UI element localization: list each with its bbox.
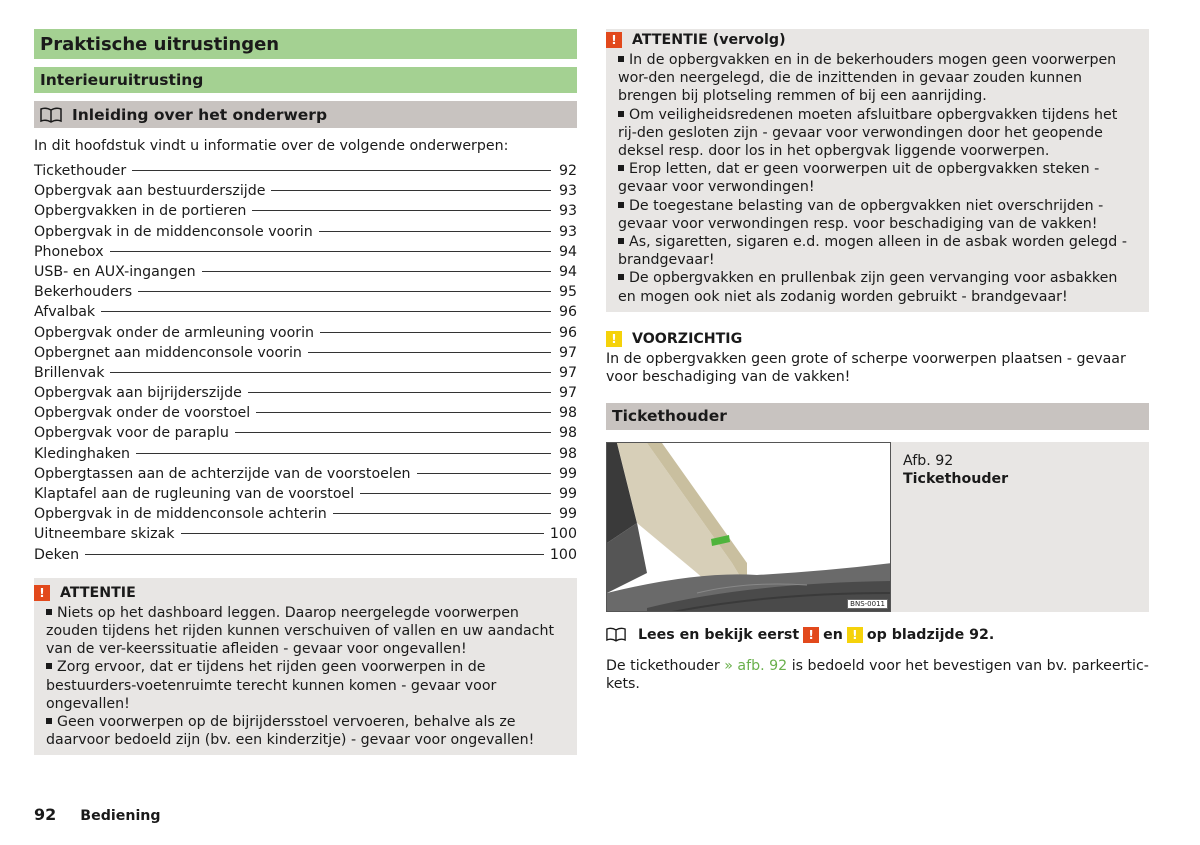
toc-entry[interactable] bbox=[34, 304, 577, 324]
toc-leader-line bbox=[181, 533, 544, 534]
read-first-suffix: op bladzijde 92. bbox=[866, 626, 995, 643]
footer-section: Bediening bbox=[80, 808, 161, 824]
toc-leader-line bbox=[136, 453, 551, 454]
toc-leader-line bbox=[132, 170, 551, 171]
warning-item-text: Erop letten, dat er geen voorwerpen uit de opbergvakken steken - gevaar voor verwondingen! bbox=[618, 161, 1100, 196]
toc-entry[interactable] bbox=[34, 466, 577, 486]
toc-entry-page: 93 bbox=[558, 223, 577, 240]
warning-item-text: Zorg ervoor, dat er tijdens het rijden geen voorwerpen in de bestuurders-voetenruimte terecht kunnen komen - gevaar voor ongevallen! bbox=[46, 659, 497, 712]
toc-entry-label: Tickethouder bbox=[34, 163, 127, 179]
warning-item bbox=[46, 604, 565, 659]
warning-body bbox=[34, 604, 565, 750]
figure-caption bbox=[891, 442, 1008, 612]
toc-entry-page: 97 bbox=[558, 364, 577, 381]
left-column bbox=[34, 29, 577, 755]
toc-leader-line bbox=[110, 251, 551, 252]
toc-entry-label: Uitneembare skizak bbox=[34, 526, 175, 543]
toc-entry-page: 99 bbox=[558, 465, 577, 482]
warning-item-text: De opbergvakken en prullenbak zijn geen vervanging voor asbakken en mogen ook niet als zodanig worden gebruikt - brandgevaar! bbox=[618, 270, 1118, 305]
toc-entry-page: 97 bbox=[558, 385, 577, 402]
warning-continued-body bbox=[606, 51, 1137, 306]
warning-item bbox=[618, 160, 1137, 196]
toc-entry-label: Bekerhouders bbox=[34, 284, 133, 301]
bullet-icon bbox=[618, 202, 624, 208]
caution-title: VOORZICHTIG bbox=[632, 330, 743, 347]
toc-entry[interactable] bbox=[34, 446, 577, 466]
figure-title: Tickethouder bbox=[903, 470, 1009, 487]
bullet-icon bbox=[618, 111, 624, 117]
toc-leader-line bbox=[202, 271, 551, 272]
warning-item-text: Geen voorwerpen op de bijrijdersstoel vervoeren, behalve als ze daarvoor bedoeld zijn (bv. een kinderzitje) - gevaar voor ongevallen! bbox=[46, 713, 535, 749]
toc-entry[interactable] bbox=[34, 486, 577, 506]
toc-leader-line bbox=[271, 190, 551, 191]
toc-leader-line bbox=[235, 432, 551, 433]
toc-leader-line bbox=[319, 231, 551, 232]
warning-header bbox=[34, 584, 565, 602]
bullet-icon bbox=[46, 663, 52, 669]
read-first-prefix: Lees en bekijk eerst bbox=[638, 626, 800, 643]
toc-entry[interactable] bbox=[34, 365, 577, 385]
toc-entry-label: Klaptafel aan de rugleuning van de voorstoel bbox=[34, 486, 355, 502]
warning-item bbox=[618, 197, 1137, 233]
read-first-mid: en bbox=[823, 626, 843, 643]
intro-text: In dit hoofdstuk vindt u informatie over de volgende onderwerpen: bbox=[34, 138, 509, 154]
toc-entry-label: Opbergnet aan middenconsole voorin bbox=[34, 344, 302, 361]
warning-title: ATTENTIE bbox=[60, 584, 136, 601]
paragraph-before: De tickethouder bbox=[606, 657, 725, 674]
ticket-holder-illustration bbox=[607, 443, 891, 612]
caution-text: In de opbergvakken geen grote of scherpe voorwerpen plaatsen - gevaar voor beschadiging van de vakken! bbox=[606, 350, 1126, 386]
page-number: 92 bbox=[34, 805, 57, 824]
toc-entry-label: Opbergtassen aan de achterzijde van de voorstoelen bbox=[34, 465, 411, 482]
toc-entry-page: 94 bbox=[558, 243, 577, 260]
book-icon bbox=[606, 627, 626, 642]
toc-entry-page: 97 bbox=[558, 344, 577, 361]
toc-leader-line bbox=[110, 372, 551, 373]
warning-item-text: Om veiligheidsredenen moeten afsluitbare opbergvakken tijdens het rij-den gesloten zijn - gevaar voor verwondingen door het geopende deksel resp. door los in het opbergvak liggende voorwerpen. bbox=[618, 106, 1118, 160]
warning-item-text: De toegestane belasting van de opbergvakken niet overschrijden - gevaar voor verwondingen resp. voor beschadiging van de vakken! bbox=[618, 197, 1104, 232]
toc-entry-page: 95 bbox=[558, 284, 577, 301]
toc-entry-page: 98 bbox=[558, 425, 577, 442]
toc-leader-line bbox=[308, 352, 551, 353]
warning-item bbox=[46, 658, 565, 713]
toc-entry[interactable] bbox=[34, 183, 577, 203]
toc-entry-page: 98 bbox=[558, 445, 577, 462]
read-first-line bbox=[606, 626, 1149, 644]
toc-entry[interactable] bbox=[34, 526, 577, 546]
warning-item bbox=[618, 233, 1137, 269]
toc-entry-label: Brillenvak bbox=[34, 364, 105, 381]
toc-entry-label: Opbergvak aan bestuurderszijde bbox=[34, 183, 266, 200]
bullet-icon bbox=[618, 165, 624, 171]
warning-icon: ! bbox=[606, 32, 622, 48]
toc-entry[interactable] bbox=[34, 244, 577, 264]
toc-entry-page: 100 bbox=[549, 546, 577, 563]
toc-entry-label: Opbergvakken in de portieren bbox=[34, 203, 247, 220]
toc-entry-page: 92 bbox=[558, 163, 577, 179]
toc-entry-page: 98 bbox=[558, 405, 577, 422]
toc-entry-label: Opbergvak onder de armleuning voorin bbox=[34, 324, 315, 341]
caution-icon: ! bbox=[847, 627, 863, 643]
figure-link[interactable]: » afb. 92 bbox=[724, 657, 788, 674]
toc-entry-page: 94 bbox=[558, 263, 577, 280]
warning-item bbox=[618, 106, 1137, 161]
toc-leader-line bbox=[417, 473, 551, 474]
toc-entry-page: 99 bbox=[558, 486, 577, 502]
toc-entry-label: Deken bbox=[34, 546, 80, 563]
toc-entry[interactable] bbox=[34, 345, 577, 365]
topic-title: Inleiding over het onderwerp bbox=[72, 105, 328, 124]
toc-entry-label: Kledinghaken bbox=[34, 445, 131, 462]
figure-box bbox=[606, 442, 1149, 612]
toc-entry[interactable] bbox=[34, 264, 577, 284]
toc-entry[interactable] bbox=[34, 547, 577, 567]
figure-number: Afb. 92 bbox=[903, 452, 954, 469]
warning-item bbox=[618, 51, 1137, 106]
warning-item-text: In de opbergvakken en in de bekerhouders mogen geen voorwerpen wor-den neergelegd, die de inzittenden in gevaar zouden kunnen brengen bij plotseling remmen of bij een aanrijding. bbox=[618, 52, 1117, 105]
topic-header bbox=[34, 101, 577, 128]
toc-leader-line bbox=[138, 291, 551, 292]
toc-leader-line bbox=[248, 392, 551, 393]
bullet-icon bbox=[46, 609, 52, 615]
right-column bbox=[606, 29, 1149, 693]
toc-entry[interactable] bbox=[34, 163, 577, 183]
warning-continued-title: ATTENTIE (vervolg) bbox=[632, 32, 786, 48]
toc-entry[interactable] bbox=[34, 203, 577, 223]
warning-item-text: Niets op het dashboard leggen. Daarop neergelegde voorwerpen zouden tijdens het rijden kunnen verschuiven of vallen en uw aandacht van de ver-keerssituatie afleiden - gevaar voor ongevallen! bbox=[46, 604, 555, 658]
toc-entry-label: Opbergvak in de middenconsole achterin bbox=[34, 506, 327, 523]
section-title-tickethouder: Tickethouder bbox=[606, 403, 1149, 430]
toc-entry-label: USB- en AUX-ingangen bbox=[34, 263, 196, 280]
caution-header bbox=[606, 330, 1149, 348]
toc-entry[interactable] bbox=[34, 425, 577, 445]
warning-item bbox=[618, 269, 1137, 305]
paragraph-after: is bedoeld voor het bevestigen van bv. parkeertic-kets. bbox=[606, 657, 1149, 693]
toc-entry-label: Opbergvak voor de paraplu bbox=[34, 425, 229, 442]
toc-entry-page: 96 bbox=[558, 324, 577, 341]
warning-continued-box bbox=[606, 29, 1149, 312]
bullet-icon bbox=[618, 56, 624, 62]
caution-block bbox=[606, 330, 1149, 387]
toc-entry[interactable] bbox=[34, 506, 577, 526]
toc-leader-line bbox=[360, 493, 551, 494]
toc-leader-line bbox=[252, 210, 551, 211]
toc-entry-page: 99 bbox=[558, 506, 577, 523]
toc-entry-page: 93 bbox=[558, 203, 577, 220]
bullet-icon bbox=[618, 238, 624, 244]
warning-continued-header bbox=[606, 31, 1137, 49]
page-footer bbox=[34, 805, 161, 824]
bullet-icon bbox=[618, 274, 624, 280]
book-icon bbox=[40, 107, 62, 123]
toc-entry-label: Opbergvak aan bijrijderszijde bbox=[34, 385, 242, 402]
toc-entry[interactable] bbox=[34, 405, 577, 425]
warning-item bbox=[46, 713, 565, 749]
toc-leader-line bbox=[333, 513, 551, 514]
toc-entry-page: 93 bbox=[558, 183, 577, 200]
toc-entry-label: Phonebox bbox=[34, 243, 104, 260]
table-of-contents bbox=[34, 163, 577, 567]
warning-icon: ! bbox=[34, 585, 50, 601]
warning-icon: ! bbox=[803, 627, 819, 643]
toc-entry-label: Opbergvak onder de voorstoel bbox=[34, 405, 251, 422]
toc-entry[interactable] bbox=[34, 325, 577, 345]
warning-box bbox=[34, 578, 577, 756]
toc-entry-label: Afvalbak bbox=[34, 304, 96, 321]
toc-leader-line bbox=[320, 332, 551, 333]
toc-entry-page: 100 bbox=[549, 526, 577, 543]
toc-leader-line bbox=[101, 311, 551, 312]
toc-entry[interactable] bbox=[34, 224, 577, 244]
caution-icon: ! bbox=[606, 331, 622, 347]
section-title: Interieuruitrusting bbox=[34, 67, 577, 93]
toc-leader-line bbox=[256, 412, 551, 413]
warning-item-text: As, sigaretten, sigaren e.d. mogen alleen in de asbak worden gelegd - brandgevaar! bbox=[618, 234, 1127, 269]
toc-entry-label: Opbergvak in de middenconsole voorin bbox=[34, 223, 313, 240]
toc-entry[interactable] bbox=[34, 284, 577, 304]
bullet-icon bbox=[46, 718, 52, 724]
tickethouder-paragraph bbox=[606, 657, 1149, 694]
toc-entry-page: 96 bbox=[558, 304, 577, 321]
chapter-title: Praktische uitrustingen bbox=[34, 29, 577, 59]
figure-image bbox=[606, 442, 891, 612]
toc-entry[interactable] bbox=[34, 385, 577, 405]
toc-leader-line bbox=[85, 554, 544, 555]
figure-code: BNS-0011 bbox=[847, 599, 888, 609]
